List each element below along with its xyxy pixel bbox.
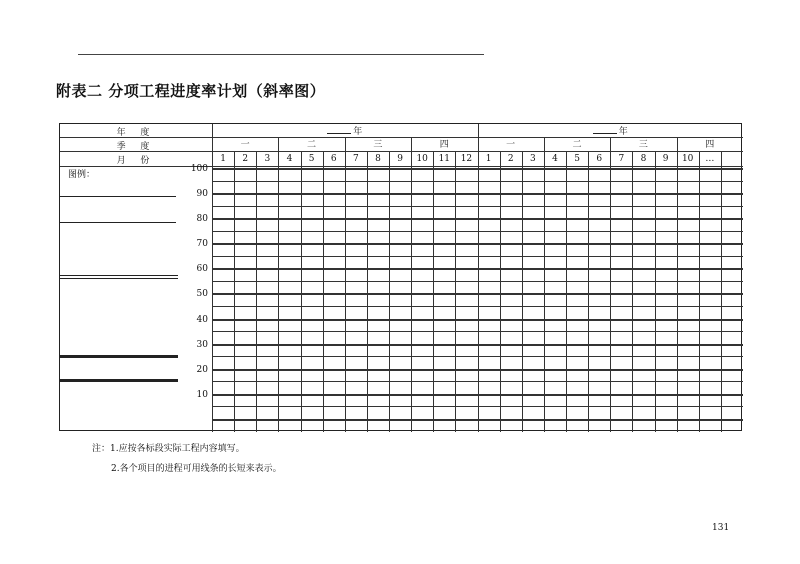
grid-row-rule [212, 206, 743, 207]
year-suffix: 年 [618, 127, 628, 137]
quarter-cell: 一 [240, 140, 250, 150]
month-cell: 9 [397, 154, 403, 164]
month-cell: 6 [596, 154, 603, 164]
page-title: 附表二 分项工程进度率计划（斜率图） [56, 82, 326, 100]
page-number: 131 [712, 523, 730, 533]
note-1: 注：1.应按各标段实际工程内容填写。 [92, 444, 245, 454]
month-cell: 9 [662, 154, 669, 164]
note-2: 2.各个项目的进程可用线条的长短来表示。 [111, 464, 282, 474]
legend-line-thick [60, 355, 178, 358]
quarter-cell: 四 [439, 140, 449, 150]
year-row-label: 年 度 [116, 128, 156, 138]
year-blank [327, 125, 351, 134]
y-axis-value: 20 [196, 364, 208, 375]
quarter-row-label: 季 度 [116, 142, 156, 152]
month-cell: 4 [286, 154, 293, 164]
y-axis-value: 100 [190, 164, 208, 174]
quarter-cell: 三 [373, 140, 383, 150]
year-block-divider [478, 124, 479, 432]
month-cell: 2 [507, 154, 514, 164]
quarter-cell: 二 [307, 140, 317, 150]
label-column-divider [212, 124, 213, 432]
grid-row-rule [212, 181, 743, 182]
top-rule [78, 54, 484, 55]
y-axis-value: 10 [196, 389, 208, 400]
month-cell: … [705, 154, 715, 164]
month-cell: 3 [529, 154, 536, 164]
grid-row-rule [212, 344, 743, 346]
grid-row-rule [212, 256, 743, 257]
legend-line-thin [60, 196, 176, 197]
grid-row-rule [212, 243, 743, 245]
grid-row-rule [212, 356, 743, 357]
grid-row-rule [212, 319, 743, 321]
month-row-label: 月 份 [116, 156, 156, 166]
month-cell: 7 [618, 154, 625, 164]
y-axis-value: 90 [196, 189, 208, 200]
year-blank [593, 125, 617, 134]
legend-line-thick [60, 379, 178, 382]
grid-row-rule [212, 231, 743, 232]
header-rule [60, 166, 743, 167]
grid-row-rule [212, 293, 743, 295]
month-cell: 10 [416, 154, 428, 164]
legend-label: 图例： [68, 170, 96, 180]
grid-row-rule [212, 369, 743, 371]
month-cell: 1 [220, 154, 226, 164]
month-cell: 2 [242, 154, 249, 164]
month-cell: 8 [375, 154, 381, 164]
month-cell: 6 [330, 154, 337, 164]
y-axis-value: 30 [196, 339, 208, 350]
grid-row-rule [212, 419, 743, 421]
grid-row-rule [212, 406, 743, 407]
legend-line-double [60, 275, 178, 279]
grid-row-rule [212, 193, 743, 195]
month-cell: 11 [438, 154, 451, 164]
month-cell: 10 [681, 154, 694, 164]
grid-row-rule [212, 218, 743, 220]
grid-row-rule [212, 281, 743, 282]
grid-row-rule [212, 331, 743, 332]
y-axis-value: 50 [196, 289, 208, 300]
grid-row-rule [212, 394, 743, 396]
year-suffix: 年 [353, 127, 363, 137]
month-cell: 3 [264, 154, 271, 164]
month-cell: 8 [640, 154, 647, 164]
y-axis-value: 80 [196, 214, 208, 225]
grid-row-rule [212, 381, 743, 382]
month-cell: 7 [352, 154, 359, 164]
y-axis-value: 70 [196, 239, 208, 250]
month-cell: 5 [574, 154, 580, 164]
month-cell: 12 [460, 154, 473, 164]
month-cell: 4 [552, 154, 558, 164]
y-axis-value: 60 [196, 264, 208, 275]
quarter-cell: 三 [638, 140, 648, 150]
month-cell: 1 [485, 154, 492, 164]
month-cell: 5 [308, 154, 315, 164]
y-axis-value: 40 [196, 314, 208, 325]
progress-table [59, 123, 742, 431]
quarter-cell: 一 [506, 140, 516, 150]
quarter-cell: 二 [572, 140, 582, 150]
grid-row-rule [212, 168, 743, 170]
grid-row-rule [212, 268, 743, 270]
quarter-cell: 四 [705, 140, 715, 150]
legend-line-thin [60, 222, 176, 223]
grid-row-rule [212, 306, 743, 307]
